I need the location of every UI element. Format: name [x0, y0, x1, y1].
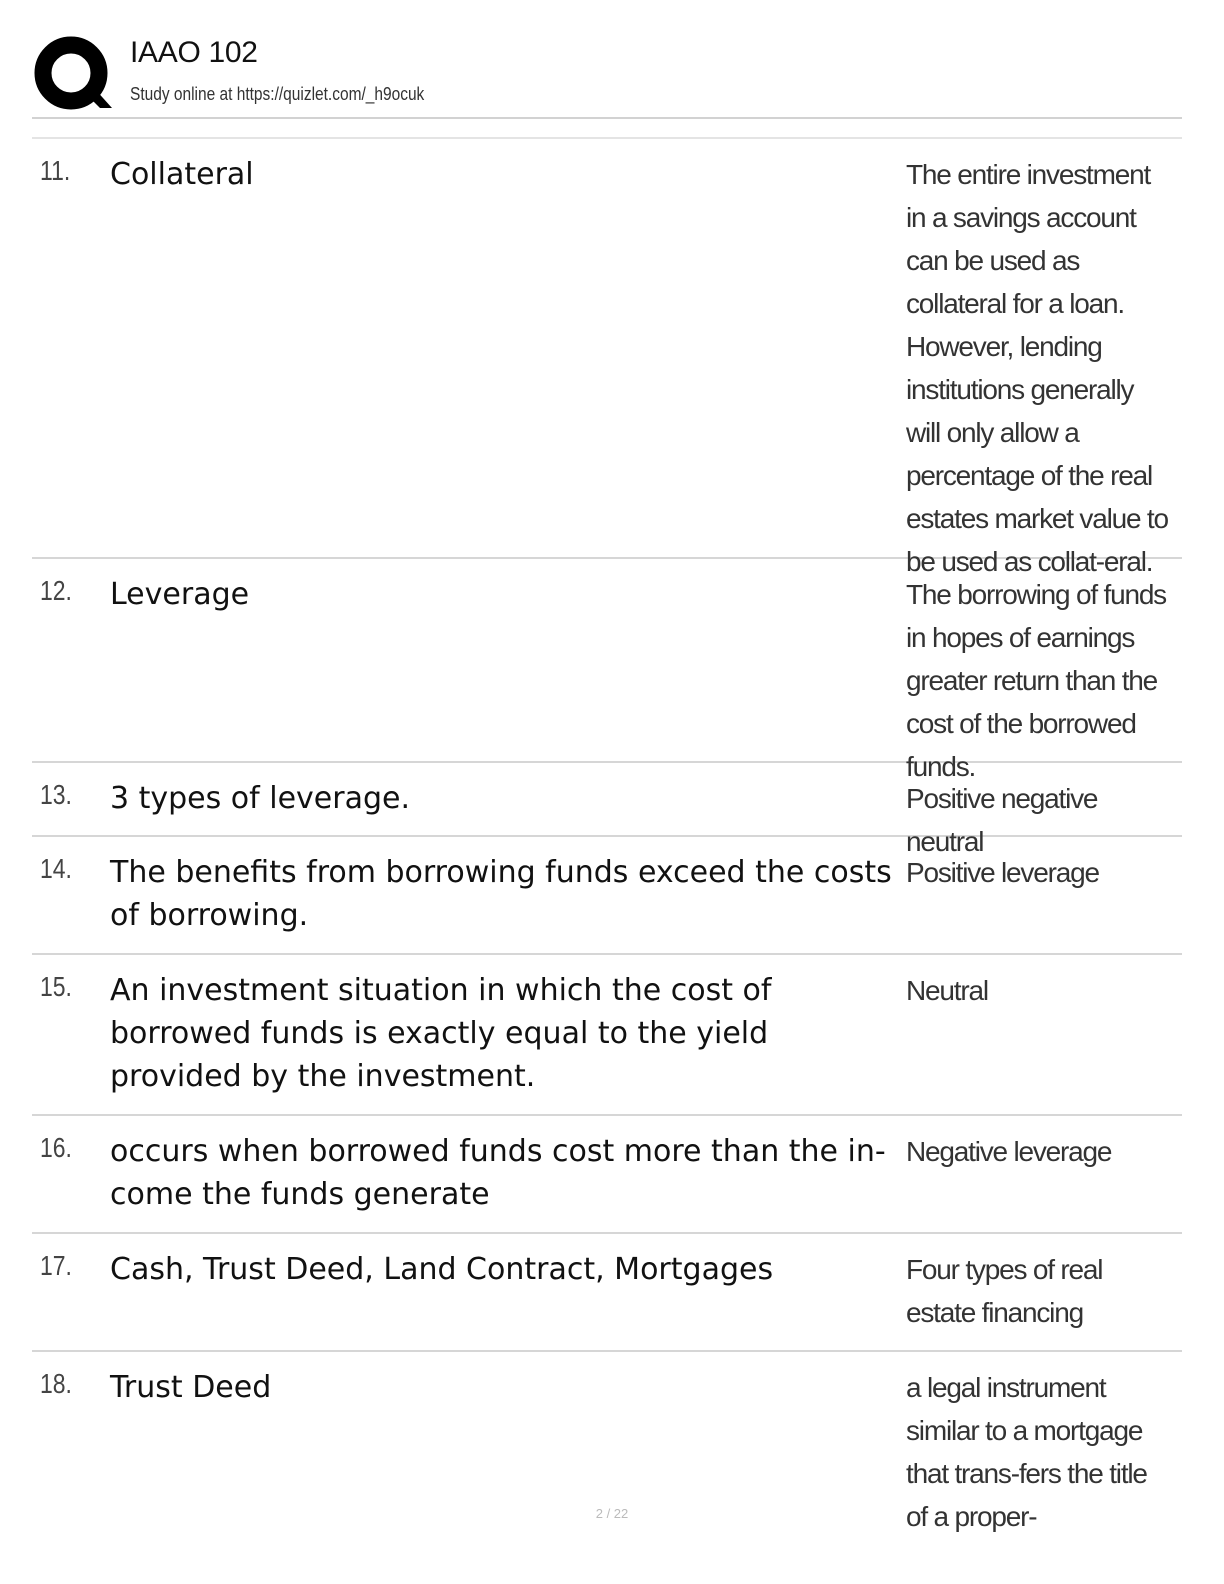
flashcard-row: [32, 139, 1182, 577]
card-number: 12.: [40, 575, 72, 606]
flashcard-row: [32, 955, 1182, 1116]
card-term: Leverage: [110, 577, 250, 612]
card-term: Trust Deed: [110, 1370, 272, 1405]
card-term: An investment situation in which the cost of borrowed funds is exactly equal to the yield provided by the investment.: [110, 973, 772, 1094]
flashcard-row: [32, 837, 1182, 955]
card-definition: Negative leverage: [906, 1136, 1112, 1167]
flashcard-row: [32, 1234, 1182, 1352]
study-online-link[interactable]: Study online at https://quizlet.com/_h9ocuk: [130, 84, 425, 104]
card-definition: The borrowing of funds in hopes of earnings greater return than the cost of the borrowed funds.: [906, 579, 1166, 782]
page-number: 2 / 22: [595, 1506, 629, 1521]
card-definition: a legal instrument similar to a mortgage that trans-fers the title of a proper-: [906, 1372, 1147, 1532]
card-number: 16.: [40, 1132, 72, 1163]
card-number: 14.: [40, 853, 72, 884]
card-term: Collateral: [110, 157, 254, 192]
card-definition: Neutral: [906, 975, 988, 1006]
page-header: [32, 32, 1182, 122]
card-definition: Positive leverage: [906, 857, 1099, 888]
card-term: occurs when borrowed funds cost more than the in-come the funds generate: [110, 1134, 886, 1212]
quizlet-logo-icon: [34, 36, 112, 114]
card-term: 3 types of leverage.: [110, 781, 411, 816]
card-number: 18.: [40, 1368, 72, 1399]
page-title: IAAO 102: [130, 36, 258, 69]
header-divider: [32, 117, 1182, 119]
card-number: 17.: [40, 1250, 72, 1281]
flashcard-row: [32, 559, 1182, 782]
card-number: 11.: [40, 155, 71, 186]
card-term: The benefits from borrowing funds exceed the costs of borrowing.: [110, 855, 892, 933]
card-number: 15.: [40, 971, 72, 1002]
card-definition: Positive negative neutral: [906, 783, 1098, 857]
flashcard-row: [32, 1116, 1182, 1234]
card-definition: The entire investment in a savings account can be used as collateral for a loan. However, lending institutions generally will only allow a percentage of the real estates market value to be used as collat-eral.: [906, 159, 1168, 577]
card-number: 13.: [40, 779, 72, 810]
flashcard-row: [32, 763, 1182, 857]
card-definition: Four types of real estate financing: [906, 1254, 1103, 1328]
card-term: Cash, Trust Deed, Land Contract, Mortgages: [110, 1252, 774, 1287]
